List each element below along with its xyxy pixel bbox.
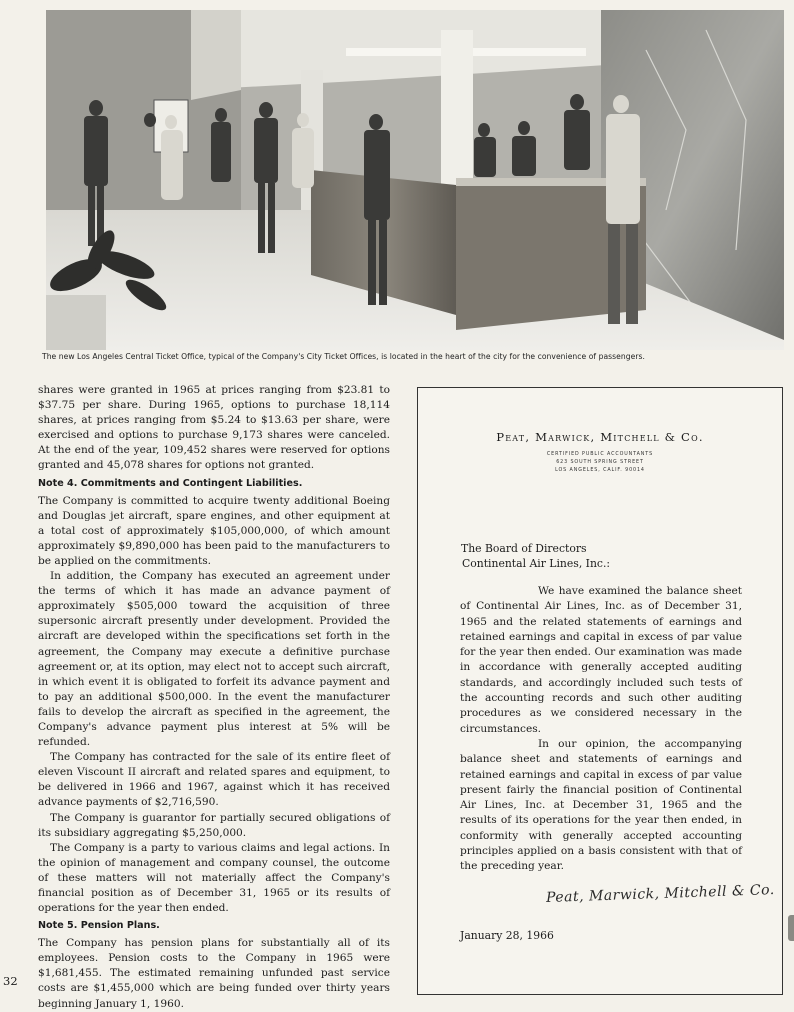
firm-city: LOS ANGELES, CALIF. 90014 xyxy=(555,468,645,473)
ticket-office-photo xyxy=(46,10,784,350)
page-number: 32 xyxy=(3,974,18,988)
letter-paragraph-1: We have examined the balance sheet of Continental Air Lines, Inc. as of December 31, 1965 and the related statements of earnings and retained earnings and capital in excess of par value for the year then ended. Our examination was made in accordance with generally accepted auditing standards, and accordingly included such tests of the accounting records and such other auditing procedures as we considered necessary in the circumstances. xyxy=(460,585,742,735)
firm-name: Peat, Marwick, Mitchell & Co. xyxy=(496,430,704,444)
note-5-heading: Note 5. Pension Plans. xyxy=(38,920,160,932)
note-5-paragraph: The Company has pension plans for substantially all of its employees. Pension costs to the Company in 1965 were $1,681,455. The estimated remaining unfunded past service costs are $1,455,000 which are being funded over thirty years beginning January 1, 1960. xyxy=(38,937,390,1010)
firm-signature: Peat, Marwick, Mitchell & Co. xyxy=(545,882,775,906)
note-4-paragraph-4: The Company is guarantor for partially secured obligations of its subsidiary aggregating $5,250,000. xyxy=(38,811,390,839)
firm-street: 623 SOUTH SPRING STREET xyxy=(556,460,644,465)
notes-column xyxy=(38,383,390,1012)
letter-addressee xyxy=(461,541,610,571)
note-4-paragraph-2: In addition, the Company has executed an agreement under the terms of which it has made an advance payment of approximately $505,000 toward the acquisition of three supersonic aircraft presently under development. Provided the aircraft are developed within the specifications set forth in the agreement, the Company may execute a definitive purchase agreement or, at its option, may elect not to accept such aircraft, in which event it is obligated to forfeit its advance payment and to pay an additional $500,000. In the event the manufacturer fails to develop the aircraft as specified in the agreement, the Company's advance payment plus interest at 5% will be refunded. xyxy=(38,570,390,749)
addressee-line-1: The Board of Directors xyxy=(461,542,587,555)
note-4-paragraph-5: The Company is a party to various claims and legal actions. In the opinion of management and company counsel, the outcome of these matters will not materially affect the Company's financial position as of December 31, 1965 or its results of operations for the year then ended. xyxy=(38,841,390,915)
options-paragraph: shares were granted in 1965 at prices ranging from $23.81 to $37.75 per share. During 1965, options to purchase 18,114 shares, at prices ranging from $5.24 to $13.63 per share, were exercised and options to purchase 9,173 shares were canceled. At the end of the year, 109,452 shares were reserved for options granted and 45,078 shares for options not granted. xyxy=(38,384,390,472)
note-4-heading: Note 4. Commitments and Contingent Liabilities. xyxy=(38,477,303,489)
addressee-line-2: Continental Air Lines, Inc.: xyxy=(462,557,611,570)
auditor-letter xyxy=(417,387,783,995)
letter-date: January 28, 1966 xyxy=(460,929,554,942)
page-edge-mark xyxy=(788,915,794,941)
photo-caption: The new Los Angeles Central Ticket Office, typical of the Company's City Ticket Offices, is located in the heart of the city for the convenience of passengers. xyxy=(42,352,645,361)
note-4-paragraph-1: The Company is committed to acquire twenty additional Boeing and Douglas jet aircraft, spare engines, and other equipment at a total cost of approximately $105,000,000, of which amount approximately $9,890,000 has been paid to the manufacturers to be applied on the commitments. xyxy=(38,494,390,567)
note-4-paragraph-3: The Company has contracted for the sale of its entire fleet of eleven Viscount II aircraft and related spares and equipment, to be delivered in 1966 and 1967, against which it has received advance payments of $2,716,590. xyxy=(38,751,390,809)
letter-body xyxy=(460,584,742,875)
firm-subtitle: CERTIFIED PUBLIC ACCOUNTANTS xyxy=(546,452,654,457)
letter-paragraph-2: In our opinion, the accompanying balance sheet and statements of earnings and retained earnings and capital in excess of par value present fairly the financial position of Continental Air Lines, Inc. at December 31, 1965 and the results of its operations for the year then ended, in conformity with generally accepted accounting principles applied on a basis consistent with that of the preceding year. xyxy=(460,737,742,873)
